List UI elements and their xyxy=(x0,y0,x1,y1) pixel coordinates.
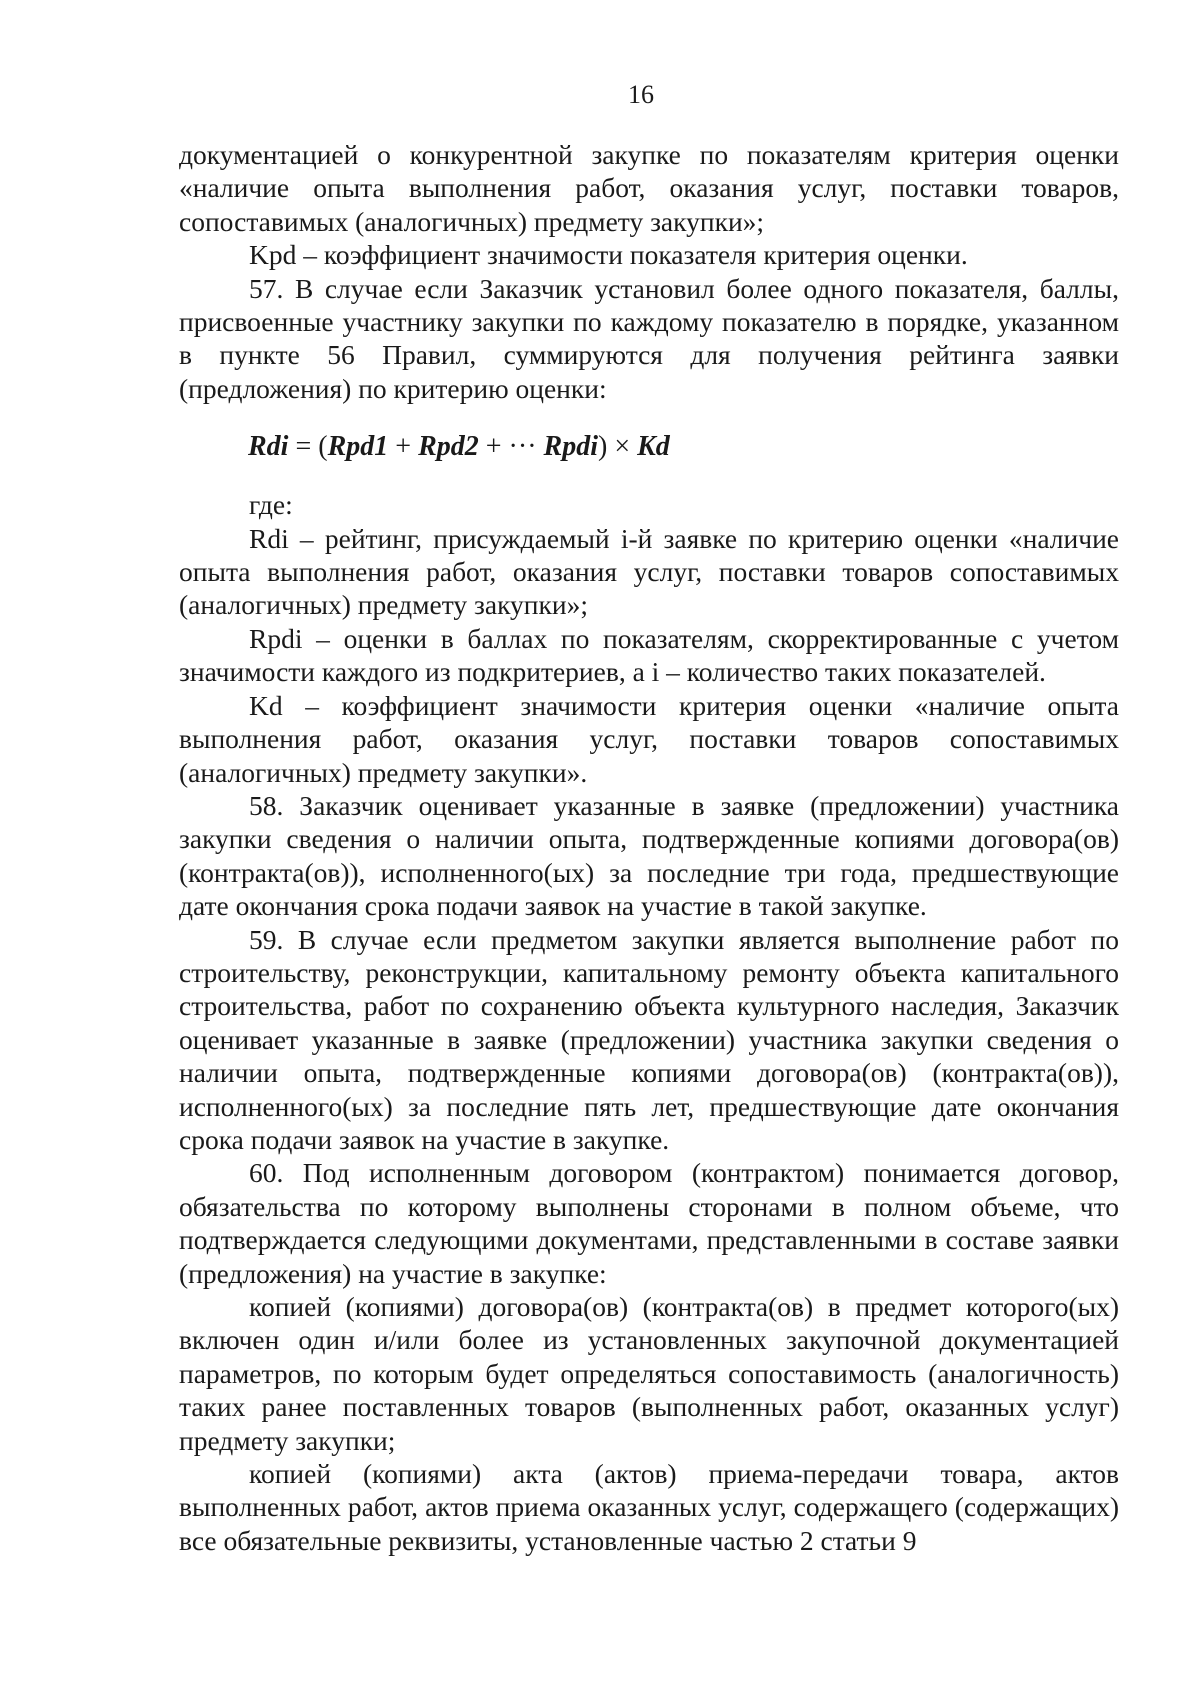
formula-rpd1: Rpd1 xyxy=(327,431,389,463)
paragraph-clause-60: 60. Под исполненным договором (контрактом) понимается договор, обязательства по которому выполнены сторонами в полном объеме, что подтверждается следующими документами, представленными в составе заявки (предложения) на участие в закупке: xyxy=(179,1157,1119,1289)
formula-plus-ellipsis: + ··· xyxy=(478,431,544,463)
paragraph-clause-59: 59. В случае если предметом закупки является выполнение работ по строительству, реконструкции, капитальному ремонту объекта капитального строительства, работ по сохранению объекта культурного наследия, Заказчик оценивает указанные в заявке (предложении) участника закупки сведения о наличии опыта, подтвержденные копиями договора(ов) (контракта(ов)), исполненного(ых) за последние пять лет, предшествующие дате окончания срока подачи заявок на участие в закупке. xyxy=(179,923,1119,1155)
formula-rdi: Rdi xyxy=(248,431,289,463)
formula-rpdi: Rpdi xyxy=(543,431,598,463)
formula-plus-1: + xyxy=(388,431,419,463)
paragraph-kpd-definition: Kpd – коэффициент значимости показателя критерия оценки. xyxy=(249,239,968,271)
page-number: 16 xyxy=(628,80,654,109)
rating-formula xyxy=(179,428,1119,466)
formula-rpd2: Rpd2 xyxy=(418,431,479,463)
paragraph-clause-57: 57. В случае если Заказчик установил более одного показателя, баллы, присвоенные участнику закупки по каждому показателю в порядке, указанном в пункте 56 Правил, суммируются для получения рейтинга заявки (предложения) по критерию оценки: xyxy=(179,272,1119,404)
formula-equals: = ( xyxy=(288,431,328,463)
paragraph-continuation: документацией о конкурентной закупке по показателям критерия оценки «наличие опыта выполнения работ, оказания услуг, поставки товаров, сопоставимых (аналогичных) предмету закупки»; xyxy=(179,139,1119,237)
paragraph-where: где: xyxy=(249,489,293,521)
paragraph-contract-copies: копией (копиями) договора(ов) (контракта(ов) в предмет которого(ых) включен один и/или более из установленных закупочной документацией параметров, по которым будет определяться сопоставимость (аналогичность) таких ранее поставленных товаров (выполненных работ, оказанных услуг) предмету закупки; xyxy=(179,1291,1119,1456)
paragraph-act-copies: копией (копиями) акта (актов) приема-передачи товара, актов выполненных работ, актов приема оказанных услуг, содержащего (содержащих) все обязательные реквизиты, установленные частью 2 статьи 9 xyxy=(179,1458,1119,1556)
document-body xyxy=(179,138,1119,1557)
paragraph-clause-58: 58. Заказчик оценивает указанные в заявке (предложении) участника закупки сведения о наличии опыта, подтвержденные копиями договора(ов) (контракта(ов)), исполненного(ых) за последние три года, предшествующие дате окончания срока подачи заявок на участие в такой закупке. xyxy=(179,789,1119,922)
formula-kd: Kd xyxy=(637,431,670,463)
paragraph-rpdi-definition: Rpdi – оценки в баллах по показателям, скорректированные с учетом значимости каждого из подкритериев, а i – количество таких показателей. xyxy=(179,622,1119,688)
paragraph-rdi-definition: Rdi – рейтинг, присуждаемый i-й заявке по критерию оценки «наличие опыта выполнения работ, оказания услуг, поставки товаров сопоставимых (аналогичных) предмету закупки»; xyxy=(179,522,1119,621)
formula-times: ) × xyxy=(598,431,638,463)
paragraph-kd-definition: Kd – коэффициент значимости критерия оценки «наличие опыта выполнения работ, оказания услуг, поставки товаров сопоставимых (аналогичных) предмету закупки». xyxy=(179,689,1119,788)
